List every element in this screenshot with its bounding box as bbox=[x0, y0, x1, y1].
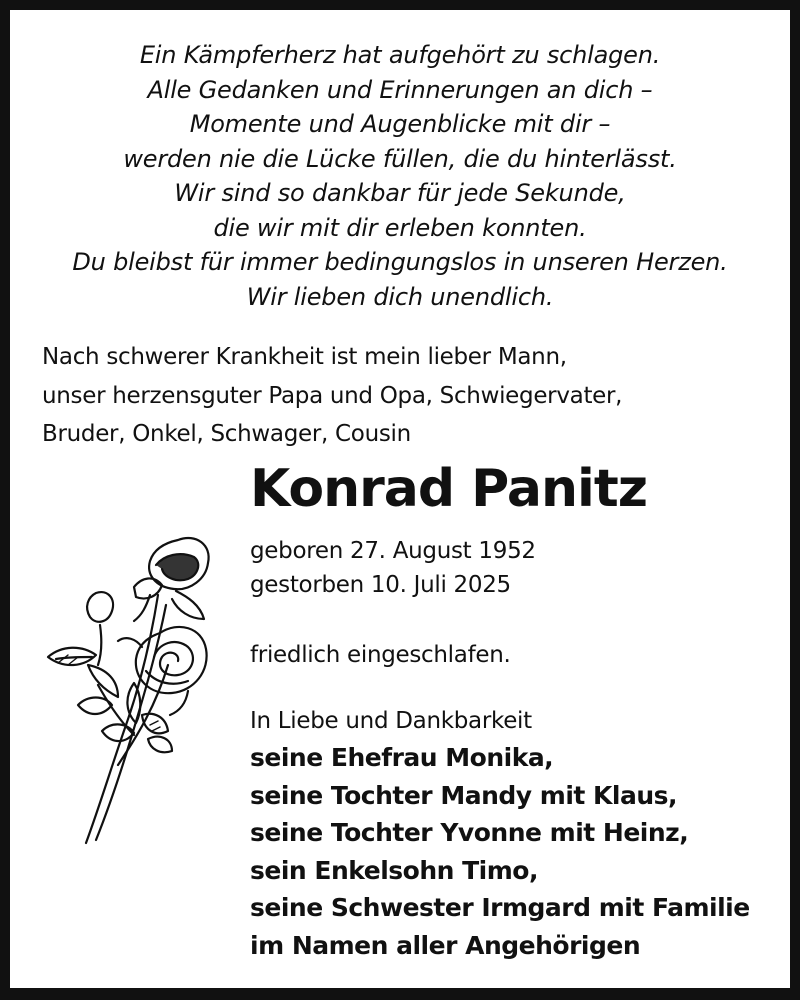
family-member: im Namen aller Angehörigen bbox=[250, 930, 641, 960]
poem-line: Wir sind so dankbar für jede Sekunde, bbox=[174, 179, 626, 207]
intro-text bbox=[42, 338, 622, 454]
family-member: seine Tochter Yvonne mit Heinz, bbox=[250, 818, 689, 847]
death-date: gestorben 10. Juli 2025 bbox=[250, 572, 511, 598]
family-member: seine Schwester Irmgard mit Familie bbox=[250, 893, 750, 922]
family-member: seine Ehefrau Monika, bbox=[250, 743, 554, 772]
poem-line: Alle Gedanken und Erinnerungen an dich – bbox=[147, 75, 653, 104]
family-member: seine Tochter Mandy mit Klaus, bbox=[250, 780, 678, 810]
poem-line: Wir lieben dich unendlich. bbox=[246, 282, 554, 311]
poem bbox=[0, 38, 800, 314]
mourners-lead: In Liebe und Dankbarkeit bbox=[250, 708, 532, 734]
intro-line: Nach schwerer Krankheit ist mein lieber Mann, bbox=[42, 344, 567, 370]
poem-line: Du bleibst für immer bedingungslos in unseren Herzen. bbox=[72, 248, 728, 276]
peaceful-note: friedlich eingeschlafen. bbox=[250, 642, 511, 668]
mourners-block bbox=[250, 703, 750, 964]
poem-line: Momente und Augenblicke mit dir – bbox=[189, 110, 611, 138]
roses-illustration-icon bbox=[38, 535, 218, 855]
family-member: sein Enkelsohn Timo, bbox=[250, 855, 538, 885]
poem-line: werden nie die Lücke füllen, die du hinterlässt. bbox=[123, 144, 677, 173]
poem-line: die wir mit dir erleben konnten. bbox=[213, 213, 587, 242]
life-dates bbox=[250, 534, 536, 602]
intro-line: unser herzensguter Papa und Opa, Schwiegervater, bbox=[42, 382, 623, 409]
birth-date: geboren 27. August 1952 bbox=[250, 538, 536, 564]
intro-line: Bruder, Onkel, Schwager, Cousin bbox=[42, 421, 411, 447]
family-list bbox=[250, 739, 750, 964]
poem-line: Ein Kämpferherz hat aufgehört zu schlagen. bbox=[139, 41, 661, 69]
deceased-name: Konrad Panitz bbox=[250, 459, 647, 519]
